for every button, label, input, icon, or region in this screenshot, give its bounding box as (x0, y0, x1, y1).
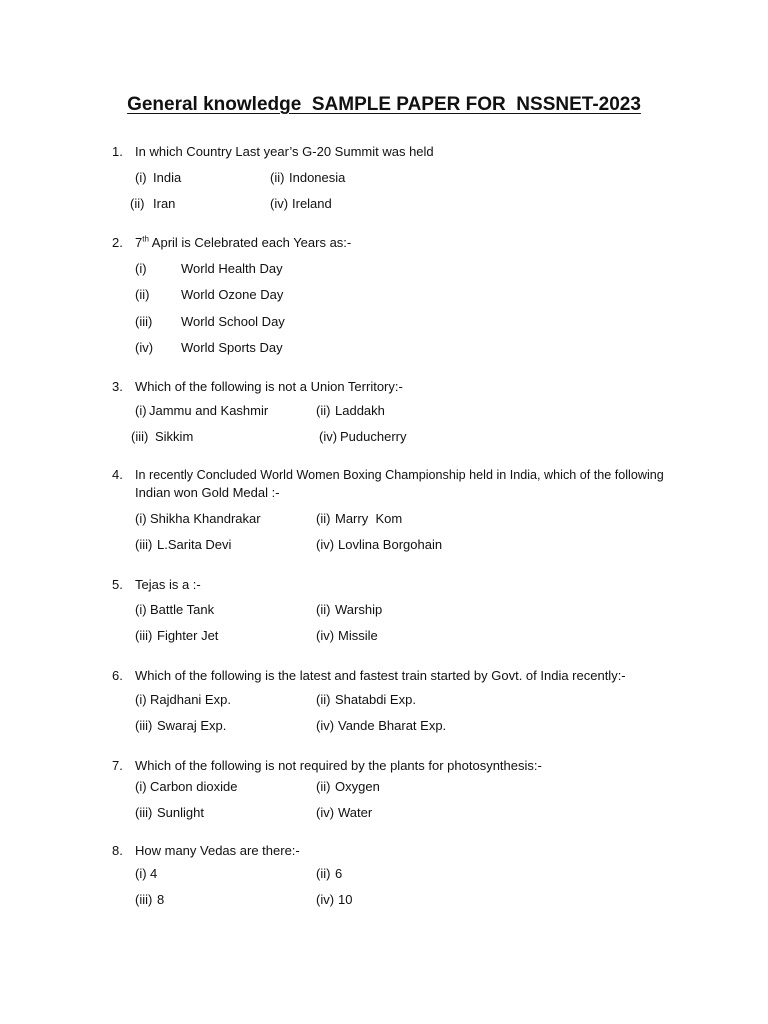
question-text: Tejas is a :- (135, 577, 201, 592)
option-label: (i) (135, 779, 147, 794)
option-text: Missile (338, 628, 378, 643)
option-label: (i) (135, 170, 147, 185)
question-number: 5. (112, 577, 123, 592)
option-text: L.Sarita Devi (157, 537, 232, 552)
option-text: Lovlina Borgohain (338, 537, 443, 552)
option-text: Iran (153, 196, 176, 211)
option-label: (iii) (135, 628, 153, 643)
option-label: (iii) (135, 805, 153, 820)
option-label: (iii) (131, 429, 149, 444)
option-label: (ii) (316, 403, 331, 418)
question-text: 7th April is Celebrated each Years as:- (135, 234, 352, 250)
option-label: (iii) (135, 537, 153, 552)
option-text: 4 (150, 866, 158, 881)
question-text: In recently Concluded World Women Boxing Championship held in India, which of the following (135, 468, 664, 482)
option-text: Fighter Jet (157, 628, 219, 643)
option-text: Ireland (292, 196, 332, 211)
option-label: (i) (135, 692, 147, 707)
option-text: Battle Tank (150, 602, 215, 617)
option-label: (ii) (316, 866, 331, 881)
option-text: Shikha Khandrakar (150, 511, 261, 526)
question-text: Which of the following is not a Union Territory:- (135, 379, 403, 394)
question-number: 7. (112, 758, 123, 773)
option-label: (ii) (316, 779, 331, 794)
option-text: Jammu and Kashmir (149, 403, 269, 418)
option-text: World Health Day (181, 261, 283, 276)
option-text: Vande Bharat Exp. (338, 718, 447, 733)
option-text: World Sports Day (181, 340, 283, 355)
option-text: Sunlight (157, 805, 204, 820)
option-label: (i) (135, 866, 147, 881)
option-label: (iii) (135, 892, 153, 907)
option-text: 8 (157, 892, 165, 907)
option-text: Water (338, 805, 373, 820)
option-label: (ii) (135, 287, 150, 302)
option-label: (iv) (316, 537, 335, 552)
option-label: (iv) (316, 718, 335, 733)
option-text: Warship (335, 602, 383, 617)
option-label: (iv) (319, 429, 338, 444)
option-label: (ii) (316, 692, 331, 707)
option-label: (iv) (270, 196, 289, 211)
option-label: (ii) (316, 602, 331, 617)
option-text: Oxygen (335, 779, 380, 794)
option-label: (iii) (135, 314, 153, 329)
option-label: (iv) (316, 628, 335, 643)
option-label: (ii) (130, 196, 145, 211)
question-text: How many Vedas are there:- (135, 843, 300, 858)
option-text: World School Day (181, 314, 285, 329)
option-text: Puducherry (340, 429, 407, 444)
option-label: (i) (135, 261, 147, 276)
option-text: Sikkim (155, 429, 194, 444)
option-text: Laddakh (335, 403, 385, 418)
question-text: Which of the following is the latest and fastest train started by Govt. of India recently:- (135, 668, 626, 683)
question-number: 3. (112, 379, 123, 394)
option-text: Carbon dioxide (150, 779, 238, 794)
question-number: 2. (112, 235, 123, 250)
page-title: General knowledge SAMPLE PAPER FOR NSSNET-2023 (127, 94, 641, 115)
option-label: (i) (135, 602, 147, 617)
question-text: In which Country Last year’s G-20 Summit was held (135, 144, 434, 159)
question-number: 4. (112, 467, 123, 482)
option-label: (ii) (316, 511, 331, 526)
question-number: 6. (112, 668, 123, 683)
question-number: 1. (112, 144, 123, 159)
option-label: (ii) (270, 170, 285, 185)
option-text: India (153, 170, 182, 185)
question-number: 8. (112, 843, 123, 858)
option-label: (iv) (316, 805, 335, 820)
option-text: Shatabdi Exp. (335, 692, 416, 707)
option-label: (i) (135, 511, 147, 526)
option-label: (iv) (316, 892, 335, 907)
option-text: 10 (338, 892, 353, 907)
option-label: (iii) (135, 718, 153, 733)
question-text: Which of the following is not required by the plants for photosynthesis:- (135, 758, 542, 773)
question-text-continued: Indian won Gold Medal :- (135, 485, 280, 500)
option-text: Swaraj Exp. (157, 718, 227, 733)
option-text: Indonesia (289, 170, 346, 185)
option-text: Marry Kom (335, 511, 403, 526)
option-text: Rajdhani Exp. (150, 692, 231, 707)
option-label: (iv) (135, 340, 154, 355)
option-label: (i) (135, 403, 147, 418)
option-text: 6 (335, 866, 343, 881)
option-text: World Ozone Day (181, 287, 284, 302)
